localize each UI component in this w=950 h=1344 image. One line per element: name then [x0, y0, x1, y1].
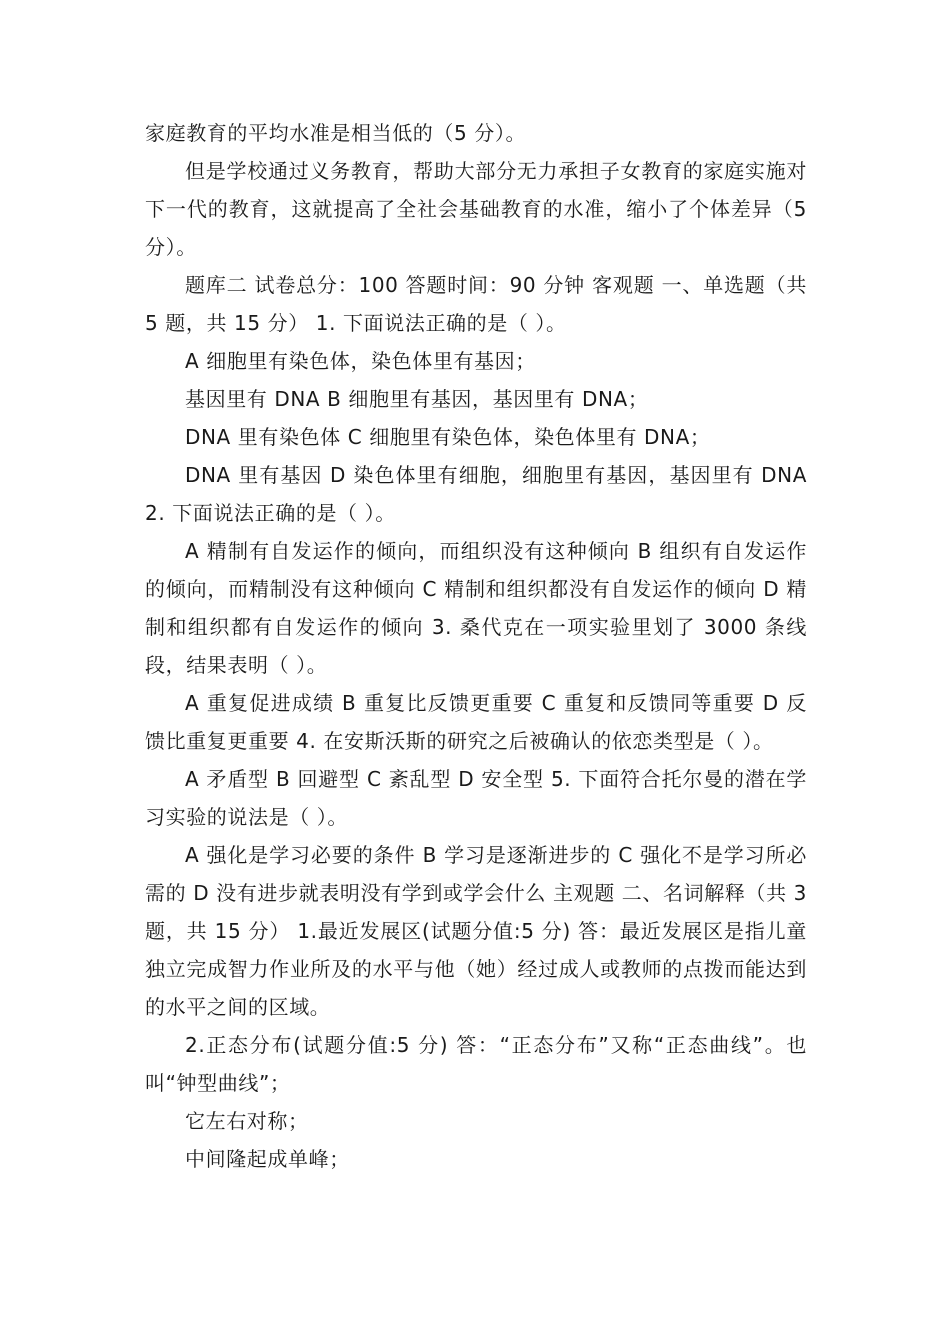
paragraph: 家庭教育的平均水准是相当低的（5 分）。: [145, 121, 527, 145]
paragraph: DNA 里有染色体 C 细胞里有染色体，染色体里有 DNA；: [185, 425, 711, 449]
paragraph: A 重复促进成绩 B 重复比反馈更重要 C 重复和反馈同等重要 D 反馈比重复更重要 4. 在安斯沃斯的研究之后被确认的依恋类型是（ ）。: [145, 691, 807, 753]
paragraph: A 精制有自发运作的倾向，而组织没有这种倾向 B 组织有自发运作的倾向，而精制没有这种倾向 C 精制和组织都没有自发运作的倾向 D 精制和组织都有自发运作的倾向 3. 桑代克在一项实验里划了 3000 条线段，结果表明（ ）。: [145, 539, 807, 677]
paragraph: 它左右对称；: [185, 1109, 309, 1133]
paragraph: 2.正态分布(试题分值:5 分) 答：“正态分布”又称“正态曲线”。也叫“钟型曲线”；: [145, 1033, 807, 1095]
paragraph: A 强化是学习必要的条件 B 学习是逐渐进步的 C 强化不是学习所必需的 D 没有进步就表明没有学到或学会什么 主观题 二、名词解释（共 3 题，共 15 分） 1.最近发展区(试题分值:5 分) 答：最近发展区是指儿童独立完成智力作业所及的水平与他（她）经过成人或教师的点拨而能达到的水平之间的区域。: [145, 843, 807, 1019]
paragraph: 题库二 试卷总分：100 答题时间：90 分钟 客观题 一、单选题（共 5 题，共 15 分） 1. 下面说法正确的是（ ）。: [145, 273, 807, 335]
paragraph: 但是学校通过义务教育，帮助大部分无力承担子女教育的家庭实施对下一代的教育，这就提高了全社会基础教育的水准，缩小了个体差异（5 分）。: [145, 159, 807, 259]
paragraph: A 细胞里有染色体，染色体里有基因；: [185, 349, 536, 373]
paragraph: A 矛盾型 B 回避型 C 紊乱型 D 安全型 5. 下面符合托尔曼的潜在学习实验的说法是（ ）。: [145, 767, 807, 829]
paragraph: 中间隆起成单峰；: [185, 1147, 350, 1171]
paragraph: DNA 里有基因 D 染色体里有细胞，细胞里有基因，基因里有 DNA 2. 下面说法正确的是（ ）。: [145, 463, 807, 525]
paragraph: 基因里有 DNA B 细胞里有基因，基因里有 DNA；: [185, 387, 649, 411]
document-body: [145, 114, 807, 1178]
